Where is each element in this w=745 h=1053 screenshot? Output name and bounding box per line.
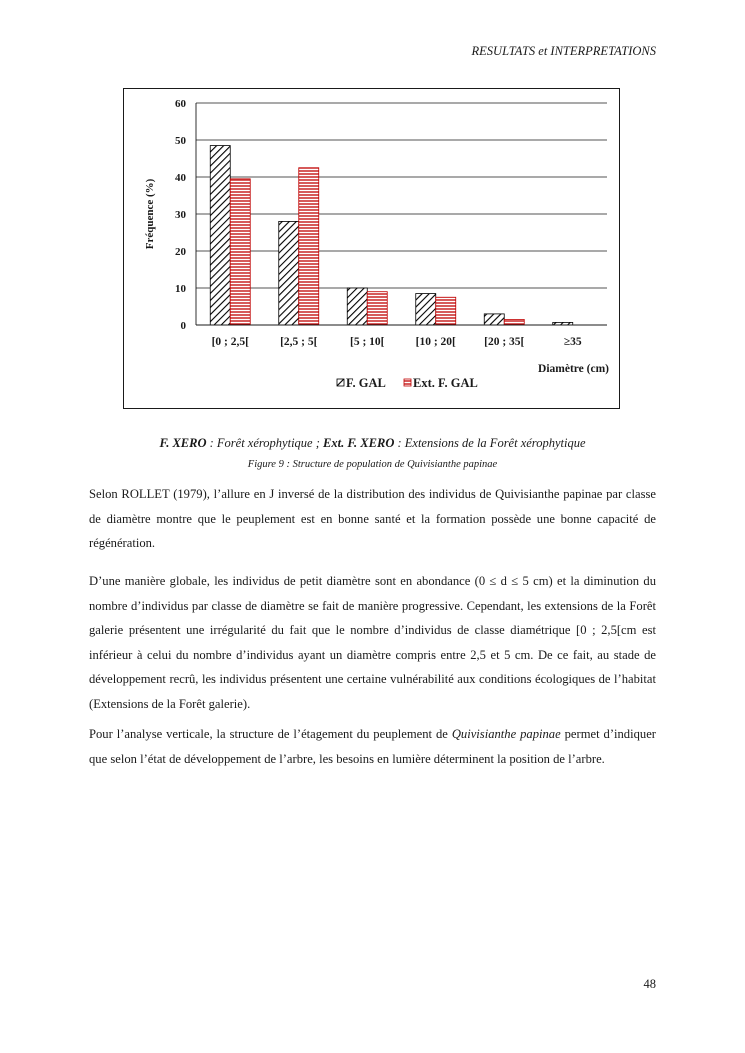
legend-swatch-f-gal [337, 379, 344, 386]
x-tick-label: [2,5 ; 5[ [280, 336, 318, 348]
bar-f-gal [279, 221, 299, 325]
y-tick-label: 60 [175, 98, 186, 110]
paragraph-1: Selon ROLLET (1979), l’allure en J inversé de la distribution des individus de Quivisianthe papinae par classe de diamètre montre que le peuplement est en bonne santé et la formation possède une bonne capacité de régénération. [89, 487, 656, 550]
y-axis-title: Fréquence (%) [144, 178, 156, 250]
y-tick-label: 30 [175, 209, 186, 221]
x-tick-label: ≥35 [563, 336, 582, 348]
y-tick-label: 0 [180, 320, 186, 332]
x-tick-label: [10 ; 20[ [415, 336, 456, 348]
bar-ext-f-gal [367, 292, 387, 325]
caption-desc-1: : Forêt xérophytique ; [206, 436, 324, 450]
y-tick-label: 40 [175, 172, 186, 184]
x-tick-label: [5 ; 10[ [350, 336, 385, 348]
bar-f-gal [347, 288, 367, 325]
bar-ext-f-gal [230, 179, 250, 325]
legend-label: F. GAL [346, 376, 386, 390]
species-name: Quivisianthe papinae [451, 727, 561, 741]
legend-label: Ext. F. GAL [413, 376, 478, 390]
chart-frame [123, 88, 620, 409]
x-tick-label: [20 ; 35[ [484, 336, 525, 348]
paragraph-2: D’une manière globale, les individus de petit diamètre sont en abondance (0 ≤ d ≤ 5 cm) et la diminution du nombre d’individus par classe de diamètre se fait de manière progressive. Cependant, les extensions de la Forêt galerie présentent une irrégularité du fait que le nombre d’individus de classe diamétrique [0 ; 2,5[cm est inférieur à celui du nombre d’individus ayant un diamètre compris entre 2,5 et 5 cm. De ce fait, au stade de développement recrû, les individus présentent une certaine vulnérabilité aux conditions écologiques de l’habitat (Extensions de la Forêt galerie). [89, 574, 656, 711]
figure-legend-note [0, 436, 745, 451]
bar-chart [124, 89, 621, 410]
y-tick-label: 20 [175, 246, 186, 258]
paragraph-3-end: permet d’indiquer que selon l’état de développement de l’arbre, les besoins en lumière déterminent la position de l’arbre. [89, 727, 656, 766]
running-header: RESULTATS et INTERPRETATIONS [471, 44, 656, 58]
caption-desc-2: : Extensions de la Forêt xérophytique [394, 436, 586, 450]
figure-caption: Figure 9 : Structure de population de Quivisianthe papinae [247, 459, 498, 470]
paragraph-3-start: Pour l’analyse verticale, la structure de l’étagement du peuplement de [89, 727, 452, 741]
y-tick-label: 50 [175, 135, 186, 147]
x-axis-title: Diamètre (cm) [538, 363, 609, 375]
caption-term-1: F. XERO [159, 436, 207, 450]
bar-f-gal [484, 314, 504, 325]
paragraph-3 [89, 722, 656, 771]
x-tick-label: [0 ; 2,5[ [211, 336, 249, 348]
bar-ext-f-gal [504, 319, 524, 325]
bar-ext-f-gal [299, 168, 319, 325]
legend-swatch-ext-f-gal [404, 379, 411, 386]
bar-f-gal [210, 146, 230, 325]
y-tick-label: 10 [175, 283, 186, 295]
bar-f-gal [416, 294, 436, 325]
caption-term-2: Ext. F. XERO [323, 436, 395, 450]
bar-ext-f-gal [436, 297, 456, 325]
page-number: 48 [643, 977, 656, 991]
